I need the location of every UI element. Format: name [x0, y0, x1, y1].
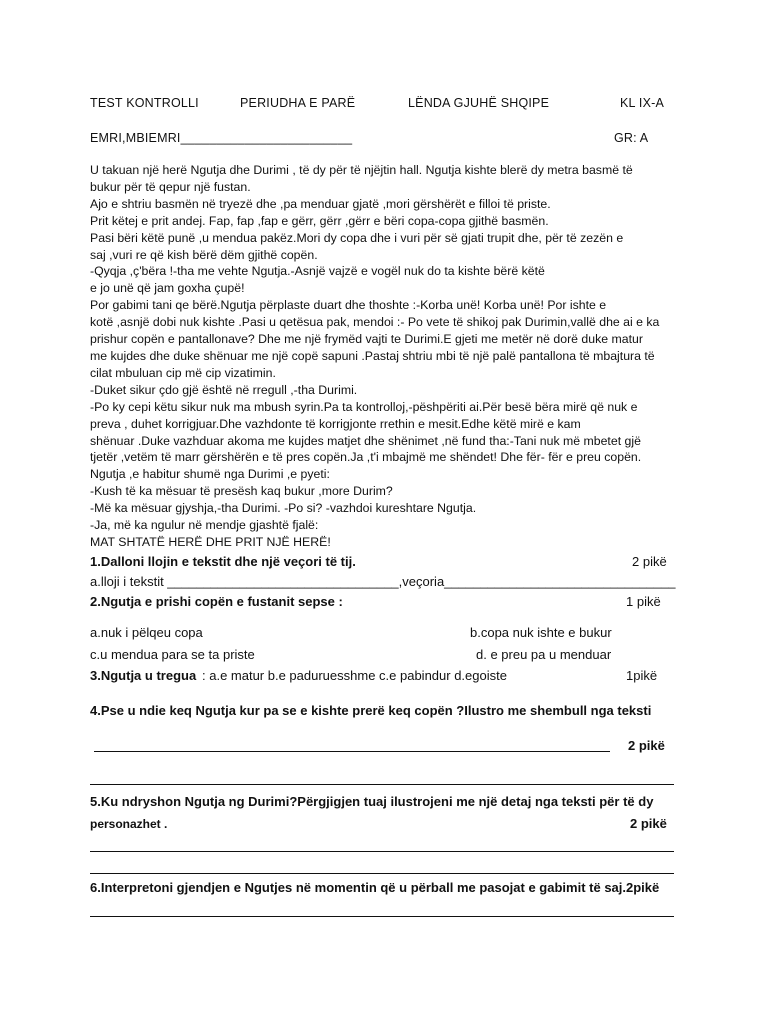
group-label: GR: A [614, 131, 649, 145]
name-field-label: EMRI,MBIEMRI________________________ [90, 131, 353, 145]
story-line: -Qyqja ,ç'bëra !-tha me vehte Ngutja.-Asnjë vajzë e vogël nuk do ta kishte bërë këtë [90, 264, 545, 279]
question-1-answer-line[interactable]: a.lloji i tekstit ________________________________,veçoria________________________________ [90, 574, 676, 589]
story-line: preva , duhet korrigjuar.Dhe vazhdonte të korrigjonte rrethin e mesit.Edhe këtë mirë e kam [90, 416, 581, 431]
test-title: TEST KONTROLLI [90, 96, 199, 110]
question-6-answer-line[interactable] [90, 916, 674, 917]
story-line: Pasi bëri këtë punë ,u mendua pakëz.Mori dy copa dhe i vuri për së gjati trupit dhe, për të zezën e [90, 230, 624, 245]
question-3: 3.Ngutja u tregua [90, 668, 197, 683]
story-line: Prit këtej e prit andej. Fap, fap ,fap e gërr, gërr ,gërr e bëri copa-copa gjithë basmën. [90, 213, 549, 228]
story-line: cilat mbuluan cip më cip vizatimin. [90, 365, 276, 380]
question-5-continuation: personazhet . [90, 817, 168, 831]
question-4-answer-line-2[interactable] [90, 784, 674, 785]
story-line: prishur copën e pantallonave? Dhe me një frymëd vajti te Durimi.E gjeti me metër në dorë duke matur [90, 332, 643, 347]
question-4-answer-line[interactable] [94, 751, 610, 752]
story-line: bukur për të qepur një fustan. [90, 179, 251, 194]
question-3-points: 1pikë [626, 668, 658, 683]
story-line: e jo unë që jam goxha çupë! [90, 281, 245, 296]
question-1: 1.Dalloni llojin e tekstit dhe një veçori të tij. [90, 554, 356, 569]
class-label: KL IX-A [620, 96, 665, 110]
question-4: 4.Pse u ndie keq Ngutja kur pa se e kishte prerë keq copën ?Ilustro me shembull nga teksti [90, 703, 652, 718]
question-2-option-b[interactable]: b.copa nuk ishte e bukur [470, 625, 612, 640]
question-3-options[interactable]: : a.e matur b.e paduruesshme c.e pabindur d.egoiste [202, 668, 507, 683]
question-5-points: 2 pikë [630, 816, 667, 831]
question-1-points: 2 pikë [632, 554, 667, 569]
story-line: shënuar .Duke vazhduar akoma me kujdes matjet dhe shënimet ,në fund tha:-Tani nuk më mbetet gjë [90, 433, 641, 448]
question-2-option-c[interactable]: c.u mendua para se ta priste [90, 647, 255, 662]
story-line: -Duket sikur çdo gjë është në rregull ,-tha Durimi. [90, 382, 358, 397]
story-line: -Më ka mësuar gjyshja,-tha Durimi. -Po si? -vazhdoi kureshtare Ngutja. [90, 501, 477, 516]
story-line: Por gabimi tani qe bërë.Ngutja përplaste duart dhe thoshte :-Korba unë! Korba unë! Por ishte e [90, 298, 607, 313]
story-line: -Po ky cepi këtu sikur nuk ma mbush syrin.Pa ta kontrolloj,-pëshpëriti ai.Për besë bëra mirë që nuk e [90, 399, 638, 414]
question-5-answer-line-1[interactable] [90, 851, 674, 852]
question-2-option-d[interactable]: d. e preu pa u menduar [476, 647, 612, 662]
subject-title: LËNDA GJUHË SHQIPE [408, 96, 550, 110]
question-2: 2.Ngutja e prishi copën e fustanit sepse : [90, 594, 343, 609]
question-2-points: 1 pikë [626, 594, 661, 609]
story-line: tjetër ,vetëm të marr gërshërën e të pres copën.Ja ,t'i mbajmë me shëndet! Dhe fër- fër e preu copën. [90, 450, 642, 465]
story-text [90, 162, 690, 551]
story-line: -Kush të ka mësuar të presësh kaq bukur ,more Durim? [90, 484, 393, 499]
question-6: 6.Interpretoni gjendjen e Ngutjes në momentin që u përball me pasojat e gabimit të saj.2pikë [90, 880, 660, 895]
story-line: Ngutja ,e habitur shumë nga Durimi ,e pyeti: [90, 467, 330, 482]
story-line: Ajo e shtriu basmën në tryezë dhe ,pa menduar gjatë ,mori gërshërët e filloi të priste. [90, 196, 551, 211]
story-line: U takuan një herë Ngutja dhe Durimi , të dy për të njëjtin hall. Ngutja kishte blerë dy metra basmë të [90, 163, 633, 177]
question-5: 5.Ku ndryshon Ngutja ng Durimi?Përgjigjen tuaj ilustrojeni me një detaj nga teksti për të dy [90, 794, 654, 809]
story-line: me kujdes dhe duke shënuar me një copë sapuni .Pastaj shtriu mbi të një palë pantallona të mbajtura të [90, 348, 655, 363]
period-title: PERIUDHA E PARË [240, 96, 356, 110]
question-4-points: 2 pikë [628, 738, 665, 753]
story-line: saj ,vuri re që kish bërë dëm gjithë copën. [90, 247, 318, 262]
question-5-answer-line-2[interactable] [90, 873, 674, 874]
story-motto: MAT SHTATË HERË DHE PRIT NJË HERË! [90, 534, 331, 549]
question-2-option-a[interactable]: a.nuk i pëlqeu copa [90, 625, 203, 640]
story-line: kotë ,asnjë dobi nuk kishte .Pasi u qetësua pak, mendoi :- Po vete të shikoj pak Durimin,vallë dhe ai e ka [90, 315, 660, 330]
story-line: -Ja, më ka ngulur në mendje gjashtë fjalë: [90, 518, 319, 533]
